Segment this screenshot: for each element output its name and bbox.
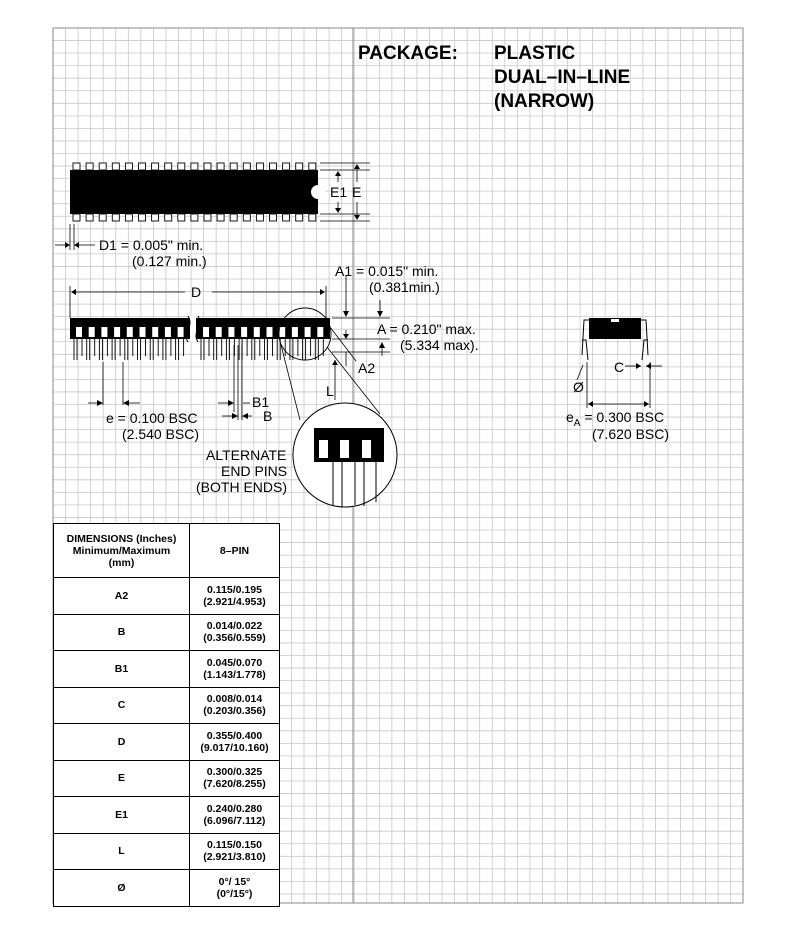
table-cell-dimension: B	[54, 614, 190, 651]
pin1-notch	[311, 185, 325, 199]
table-cell-dimension: L	[54, 833, 190, 870]
dim-label-l: L	[326, 383, 334, 399]
value-mm: (6.096/7.112)	[203, 814, 266, 827]
package-type-line1: PLASTIC	[494, 43, 576, 64]
alt-pins-label-1: ALTERNATE	[206, 447, 287, 463]
value-inches: 0.008/0.014	[206, 693, 263, 706]
table-cell-value	[190, 833, 280, 870]
dim-label-a-mm: (5.334 max).	[400, 337, 479, 353]
value-mm: (1.143/1.778)	[203, 668, 266, 681]
dim-label-e1: E1	[330, 184, 348, 200]
header-8-pin: 8–PIN	[190, 524, 280, 578]
table-cell-value	[190, 724, 280, 761]
table-row	[54, 724, 280, 761]
value-mm: (7.620/8.255)	[203, 778, 266, 791]
table-cell-value	[190, 651, 280, 688]
table-cell-dimension: D	[54, 724, 190, 761]
top-view-pins-lower	[73, 214, 316, 221]
value-mm: (9.017/10.160)	[200, 741, 269, 754]
table-row	[54, 870, 280, 907]
side-body-bottom	[70, 325, 330, 339]
table-cell-value	[190, 687, 280, 724]
dim-label-d1: D1 = 0.005" min.	[99, 237, 204, 253]
table-row	[54, 833, 280, 870]
dim-label-e: E	[352, 184, 362, 200]
dim-label-d: D	[191, 284, 202, 300]
dimensions-table	[53, 523, 280, 907]
dim-label-e-pitch-mm: (2.540 BSC)	[122, 426, 200, 442]
value-mm: (0°/15°)	[216, 887, 253, 900]
table-cell-value	[190, 870, 280, 907]
table-cell-dimension: E	[54, 760, 190, 797]
table-cell-dimension: Ø	[54, 870, 190, 907]
value-inches: 0.300/0.325	[206, 766, 263, 779]
table-cell-value	[190, 760, 280, 797]
dim-label-ea-mm: (7.620 BSC)	[592, 426, 670, 442]
package-type-line3: (NARROW)	[494, 91, 595, 112]
table-row	[54, 651, 280, 688]
alt-pins-label-2: END PINS	[221, 463, 288, 479]
table-cell-dimension: B1	[54, 651, 190, 688]
top-view-pins-upper	[73, 163, 316, 170]
dim-label-b: B	[263, 408, 273, 424]
top-view-body	[70, 170, 318, 214]
table-header-row	[54, 524, 280, 578]
value-inches: 0.045/0.070	[206, 656, 263, 669]
table-row	[54, 687, 280, 724]
table-row	[54, 797, 280, 834]
dim-label-b1: B1	[252, 394, 270, 410]
table-cell-value	[190, 797, 280, 834]
table-row	[54, 760, 280, 797]
table-cell-value	[190, 614, 280, 651]
value-inches: 0.115/0.195	[207, 583, 262, 596]
dim-label-a2: A2	[358, 360, 376, 376]
package-label: PACKAGE:	[358, 43, 458, 64]
table-cell-dimension: E1	[54, 797, 190, 834]
value-mm: (2.921/3.810)	[203, 851, 266, 864]
value-inches: 0°/ 15°	[218, 875, 251, 888]
table-cell-dimension: A2	[54, 578, 190, 615]
package-type-line2: DUAL–IN–LINE	[494, 67, 631, 88]
ea-value: = 0.300 BSC	[580, 409, 665, 425]
table-row	[54, 578, 280, 615]
break-gap	[190, 316, 196, 342]
table-cell-dimension: C	[54, 687, 190, 724]
ea-subscript: A	[573, 417, 581, 429]
table-body	[54, 578, 280, 907]
value-mm: (0.356/0.559)	[203, 632, 266, 645]
value-mm: (0.203/0.356)	[203, 705, 266, 718]
dim-label-e-pitch: e = 0.100 BSC	[106, 410, 198, 426]
table-row	[54, 614, 280, 651]
dim-label-c: C	[614, 359, 625, 375]
ea-symbol: e	[566, 409, 574, 425]
header-dimensions: DIMENSIONS (Inches) Minimum/Maximum (mm)	[54, 524, 190, 578]
table-cell-value	[190, 578, 280, 615]
value-mm: (2.921/4.953)	[203, 595, 266, 608]
value-inches: 0.240/0.280	[206, 802, 263, 815]
value-inches: 0.014/0.022	[206, 620, 263, 633]
alternate-end-pins-detail	[293, 403, 397, 507]
dim-label-d1-mm: (0.127 min.)	[132, 253, 207, 269]
dim-label-phi: Ø	[573, 379, 584, 395]
dim-label-a: A = 0.210" max.	[377, 321, 476, 337]
dim-label-a1-mm: (0.381min.)	[369, 279, 440, 295]
value-inches: 0.115/0.150	[207, 839, 262, 852]
alt-pins-label-3: (BOTH ENDS)	[196, 479, 287, 495]
dim-label-a1: A1 = 0.015" min.	[335, 263, 439, 279]
value-inches: 0.355/0.400	[206, 729, 263, 742]
